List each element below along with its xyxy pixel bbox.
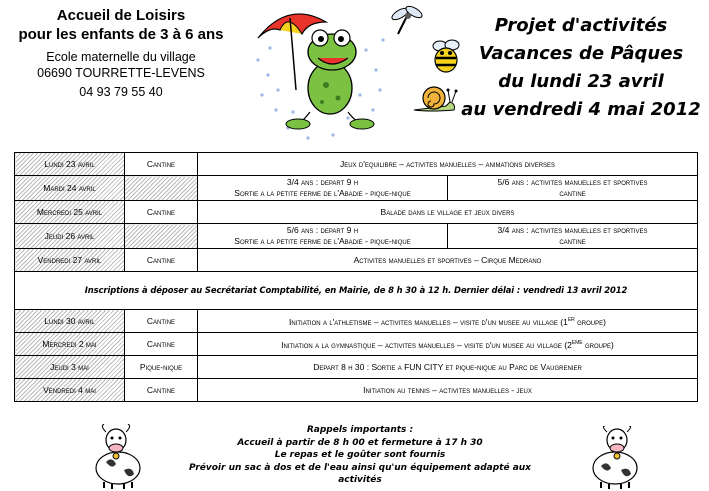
activity-cell-group-a bbox=[198, 224, 448, 249]
reminder-line: Le repas et le goûter sont fournis bbox=[274, 450, 446, 460]
activity-line: 3/4 ans : activites manuelles et sportives bbox=[497, 225, 648, 235]
activity-line: cantine bbox=[559, 188, 586, 198]
cow-icon bbox=[585, 426, 647, 490]
frog-with-umbrella-icon bbox=[248, 0, 388, 145]
center-name: Accueil de Loisirs bbox=[56, 7, 186, 24]
activity-cell: Initiation au tennis – activites manuelles - jeux bbox=[198, 379, 698, 402]
schedule-table bbox=[14, 152, 698, 402]
holiday-name: Vacances de Pâques bbox=[478, 43, 684, 64]
snail-icon bbox=[410, 80, 458, 114]
activity-cell-group-a bbox=[198, 176, 448, 201]
activity-cell: Depart 8 h 30 : Sortie a FUN CITY et pique-nique au Parc de Vaugrenier bbox=[198, 356, 698, 379]
activity-text-tail: groupe) bbox=[574, 316, 606, 327]
reminders-block bbox=[170, 424, 550, 487]
date-end: au vendredi 4 mai 2012 bbox=[461, 99, 701, 120]
reminders-title: Rappels importants : bbox=[306, 425, 414, 435]
schedule-row bbox=[15, 201, 698, 224]
activity-line: Sortie a la petite ferme de l'Abadie - pique-nique bbox=[234, 236, 411, 246]
meal-cell bbox=[125, 224, 198, 249]
schedule-row bbox=[15, 379, 698, 402]
age-range: pour les enfants de 3 à 6 ans bbox=[18, 26, 224, 43]
activity-text: Initiation a l'athletisme – activites manuelles – visite d'un musee au village (1 bbox=[289, 316, 568, 327]
activity-cell bbox=[198, 310, 698, 333]
day-cell: Mercredi 2 mai bbox=[15, 333, 125, 356]
schedule-row bbox=[15, 153, 698, 176]
schedule-row bbox=[15, 333, 698, 356]
header-right bbox=[455, 12, 707, 124]
schedule-row bbox=[15, 356, 698, 379]
activity-line: cantine bbox=[559, 236, 586, 246]
registration-notice-row bbox=[15, 272, 698, 310]
day-cell: Lundi 23 avril bbox=[15, 153, 125, 176]
activity-cell: Balade dans le village et jeux divers bbox=[198, 201, 698, 224]
activity-cell bbox=[198, 333, 698, 356]
date-start: du lundi 23 avril bbox=[498, 71, 664, 92]
activity-line: Sortie a la petite ferme de l'Abadie - pique-nique bbox=[234, 188, 411, 198]
day-cell: Vendredi 4 mai bbox=[15, 379, 125, 402]
schedule-row bbox=[15, 310, 698, 333]
header-left bbox=[6, 6, 236, 100]
meal-cell: Cantine bbox=[125, 201, 198, 224]
meal-cell: Pique-nique bbox=[125, 356, 198, 379]
schedule-row bbox=[15, 224, 698, 249]
meal-cell: Cantine bbox=[125, 333, 198, 356]
postal-address: 06690 TOURRETTE-LEVENS bbox=[37, 66, 205, 80]
reminder-line: Prévoir un sac à dos et de l'eau ainsi qu'un équipement adapté aux activités bbox=[189, 462, 531, 485]
activity-cell-group-b bbox=[448, 224, 698, 249]
phone-number: 04 93 79 55 40 bbox=[79, 85, 163, 99]
activity-line: 3/4 ans : depart 9 h bbox=[286, 177, 359, 187]
meal-cell: Cantine bbox=[125, 379, 198, 402]
meal-cell bbox=[125, 176, 198, 201]
ordinal-suffix: er bbox=[567, 315, 575, 324]
schedule-row bbox=[15, 176, 698, 201]
day-cell: Vendredi 27 avril bbox=[15, 249, 125, 272]
activity-cell-group-b bbox=[448, 176, 698, 201]
registration-notice: Inscriptions à déposer au Secrétariat Comptabilité, en Mairie, de 8 h 30 à 12 h. Dernier délai : vendredi 13 avril 2012 bbox=[15, 272, 698, 310]
meal-cell: Cantine bbox=[125, 249, 198, 272]
activity-line: 5/6 ans : activites manuelles et sportives bbox=[497, 177, 648, 187]
activity-cell: Jeux d'equilibre – activites manuelles – animations diverses bbox=[198, 153, 698, 176]
ordinal-suffix: eme bbox=[571, 338, 583, 347]
project-title: Projet d'activités bbox=[494, 15, 668, 36]
activity-text-tail: groupe) bbox=[582, 339, 614, 350]
day-cell: Lundi 30 avril bbox=[15, 310, 125, 333]
day-cell: Jeudi 3 mai bbox=[15, 356, 125, 379]
meal-cell: Cantine bbox=[125, 310, 198, 333]
dragonfly-icon bbox=[390, 4, 426, 38]
cow-icon bbox=[86, 424, 148, 490]
school-name: Ecole maternelle du village bbox=[46, 50, 196, 64]
activity-cell: Activites manuelles et sportives – Cirque Medrano bbox=[198, 249, 698, 272]
activity-text: Initiation a la gymnastique – activites manuelles – visite d'un musee au village (2 bbox=[281, 339, 572, 350]
day-cell: Mardi 24 avril bbox=[15, 176, 125, 201]
schedule-row bbox=[15, 249, 698, 272]
day-cell: Mercredi 25 avril bbox=[15, 201, 125, 224]
reminder-line: Accueil à partir de 8 h 00 et fermeture à 17 h 30 bbox=[237, 437, 483, 448]
day-cell: Jeudi 26 avril bbox=[15, 224, 125, 249]
activity-line: 5/6 ans : depart 9 h bbox=[286, 225, 359, 235]
meal-cell: Cantine bbox=[125, 153, 198, 176]
